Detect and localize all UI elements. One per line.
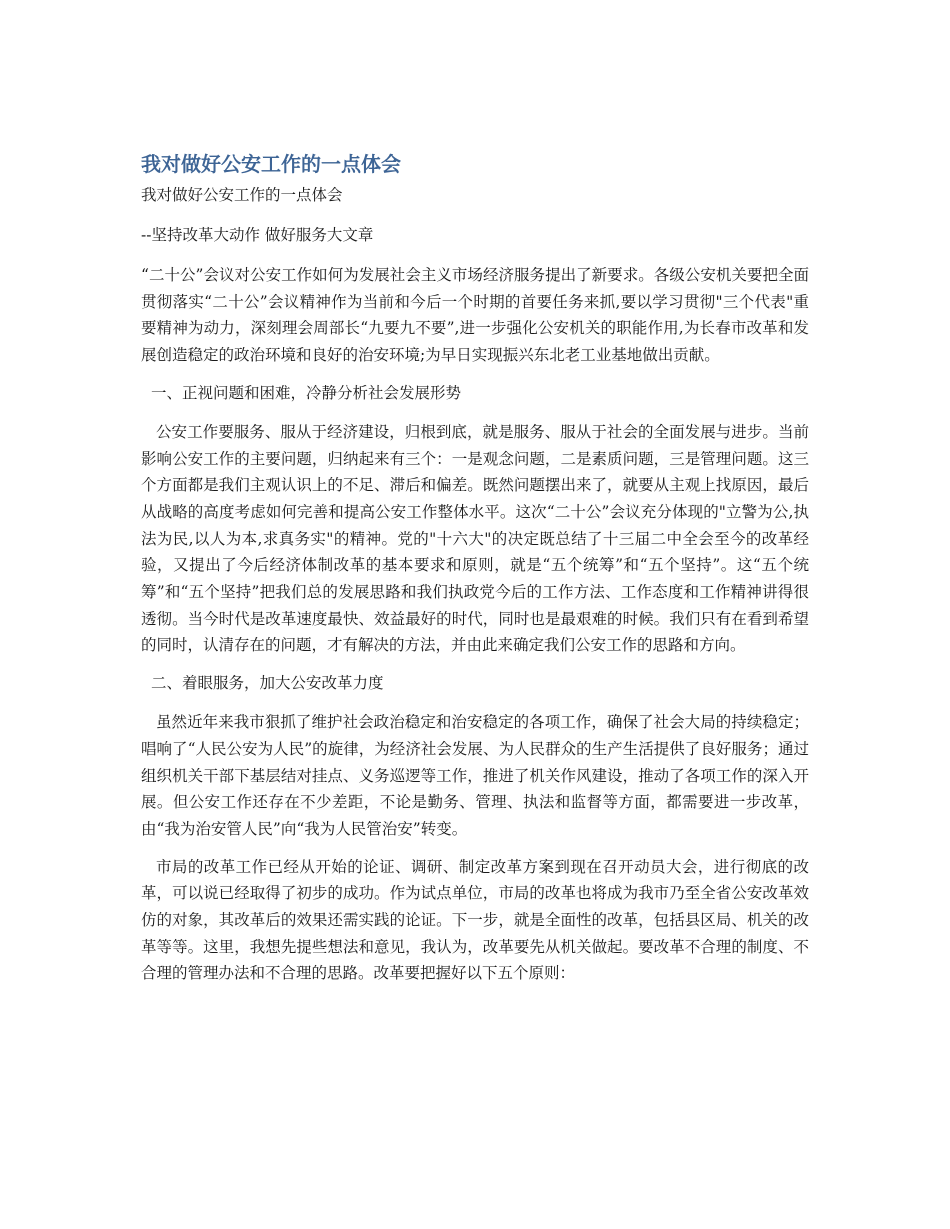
section-2-paragraph-1: 虽然近年来我市狠抓了维护社会政治稳定和治安稳定的各项工作，确保了社会大局的持续稳定；唱响了“人民公安为人民”的旋律，为经济社会发展、为人民群众的生产生活提供了良好服务；通过组织机关干部下基层结对挂点、义务巡逻等工作，推进了机关作风建设，推动了各项工作的深入开展。但公安工作还存在不少差距，不论是勤务、管理、执法和监督等方面，都需要进一步改革，由“我为治安管人民”向“我为人民管治安”转变。 [141,713,809,838]
section-heading-1: 一、正视问题和困难，冷静分析社会发展形势 [151,383,462,402]
section-heading-2: 二、着眼服务，加大公安改革力度 [151,674,384,693]
document-subtitle: 我对做好公安工作的一点体会 [141,186,343,204]
intro-paragraph: “二十公”会议对公安工作如何为发展社会主义市场经济服务提出了新要求。各级公安机关要把全面贯彻落实“二十公”会议精神作为当前和今后一个时期的首要任务来抓,要以学习贯彻"三个代表"重要精神为动力，深刻理会周部长“九要九不要”,进一步强化公安机关的职能作用,为长春市改革和发展创造稳定的政治环境和良好的治安环境;为早日实现振兴东北老工业基地做出贡献。 [141,266,809,365]
section-1-paragraph: 公安工作要服务、服从于经济建设，归根到底，就是服务、服从于社会的全面发展与进步。当前影响公安工作的主要问题，归纳起来有三个：一是观念问题，二是素质问题，三是管理问题。这三个方面都是我们主观认识上的不足、滞后和偏差。既然问题摆出来了，就要从主观上找原因，最后从战略的高度考虑如何完善和提高公安工作整体水平。这次“二十公”会议充分体现的"立警为公,执法为民,以人为本,求真务实"的精神。党的"十六大"的决定既总结了十三届二中全会至今的改革经验，又提出了今后经济体制改革的基本要求和原则，就是“五个统筹”和“五个坚持”。这“五个统筹”和“五个坚持”把我们总的发展思路和我们执政党今后的工作方法、工作态度和工作精神讲得很透彻。当今时代是改革速度最快、效益最好的时代，同时也是最艰难的时候。我们只有在看到希望的同时，认清存在的问题，才有解决的方法，并由此来确定我们公安工作的思路和方向。 [141,422,809,655]
section-2-paragraph-2: 市局的改革工作已经从开始的论证、调研、制定改革方案到现在召开动员大会，进行彻底的改革，可以说已经取得了初步的成功。作为试点单位，市局的改革也将成为我市乃至全省公安改革效仿的对象，其改革后的效果还需实践的论证。下一步，就是全面性的改革，包括县区局、机关的改革等等。这里，我想先提些想法和意见，我认为，改革要先从机关做起。要改革不合理的制度、不合理的管理办法和不合理的思路。改革要把握好以下五个原则： [141,857,809,983]
document-tagline: --坚持改革大动作 做好服务大文章 [141,226,374,244]
document-title: 我对做好公安工作的一点体会 [141,152,401,176]
document-page [141,148,809,998]
